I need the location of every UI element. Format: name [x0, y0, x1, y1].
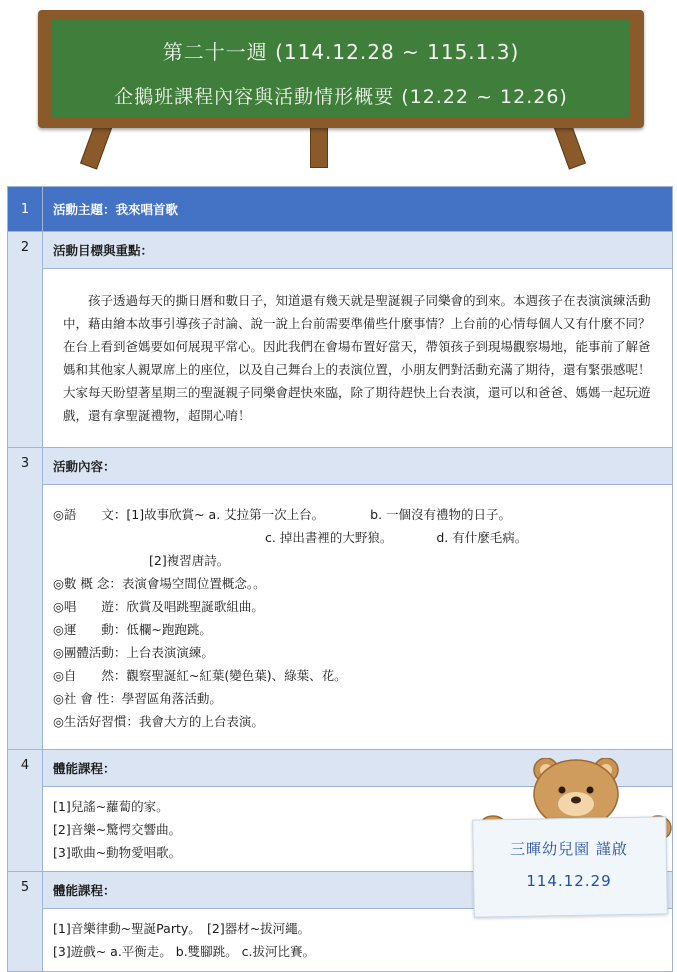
list-item: ◎團體活動：上台表演演練。: [53, 645, 214, 660]
list-item: [2]音樂~驚愕交響曲。: [53, 821, 182, 837]
list-item: [1]音樂律動~聖誕Party。 [2]器材~拔河繩。: [53, 921, 311, 936]
list-item: ◎生活好習慣：我會大方的上台表演。: [53, 714, 264, 729]
list-item: [1]兒謠~蘿蔔的家。: [53, 798, 169, 814]
list-item: ◎自 然：觀察聖誕紅~紅葉(變色葉)、綠葉、花。: [53, 668, 347, 683]
row-number: 2: [8, 232, 43, 448]
table-row-goals-body: [8, 269, 673, 448]
table-row-goals-header: [8, 232, 673, 269]
list-item: ◎語 文：[1]故事欣賞~ a. 艾拉第一次上台。 b. 一個沒有禮物的日子。: [53, 507, 512, 522]
content-label: 活動內容：: [43, 448, 673, 485]
row-number: 3: [8, 448, 43, 750]
list-item: ◎社 會 性：學習區角落活動。: [53, 691, 222, 706]
table-row-content-body: [8, 485, 673, 750]
signature-sign: [472, 816, 668, 917]
pe-label: 體能課程：: [43, 750, 673, 787]
list-item: c. 掉出書裡的大野狼。 d. 有什麼毛病。: [265, 530, 528, 545]
kindergarten-signature: 三暉幼兒園 謹啟: [510, 840, 628, 858]
table-row-content-header: [8, 448, 673, 485]
list-item: [3]歌曲~動物愛唱歌。: [53, 844, 182, 860]
week-title: 第二十一週 (114.12.28 ~ 115.1.3): [162, 40, 520, 64]
goals-text: 孩子透過每天的撕日曆和數日子，知道還有幾天就是聖誕親子同樂會的到來。本週孩子在表演演練活動中，藉由繪本故事引導孩子討論、說一說上台前需要準備些什麼事情？上台前的心情每個人又有什麼不同？在台上看到爸媽要如何展現平常心。因此我們在會場布置好當天，帶領孩子到現場觀察場地，能事前了解爸媽和其他家人親眾席上的座位，以及自己舞台上的表演位置，小朋友們對活動充滿了期待，還有緊張感呢！大家每天盼望著星期三的聖誕親子同樂會趕快來臨，除了期待趕快上台表演，還可以和爸爸、媽媽一起玩遊戲，還有拿聖誕禮物，超開心唷！: [63, 293, 651, 423]
activity-theme: 活動主題：我來唱首歌: [43, 187, 673, 232]
row-number: 1: [8, 187, 43, 232]
list-item: [2]複習唐詩。: [149, 553, 230, 568]
chalkboard-header: [0, 0, 677, 175]
content-list: [43, 485, 673, 750]
goals-label: 活動目標與重點：: [43, 232, 673, 269]
signature-date: 114.12.29: [526, 872, 612, 890]
list-item: ◎唱 遊：欣賞及唱跳聖誕歌組曲。: [53, 599, 264, 614]
row-number: 4: [8, 750, 43, 872]
list-item: ◎數 概 念：表演會場空間位置概念。。: [53, 576, 266, 591]
table-row-theme: [8, 187, 673, 232]
list-item: ◎運 動：低欄~跑跑跳。: [53, 622, 212, 637]
class-summary-title: 企鵝班課程內容與活動情形概要 (12.22 ~ 12.26): [114, 86, 568, 108]
goals-paragraph: [43, 269, 673, 448]
pe2-label: 體能課程：: [43, 872, 673, 909]
list-item: [3]遊戲~ a.平衡走。 b.雙腳跳。 c.拔河比賽。: [53, 944, 315, 959]
row-number: 5: [8, 872, 43, 972]
